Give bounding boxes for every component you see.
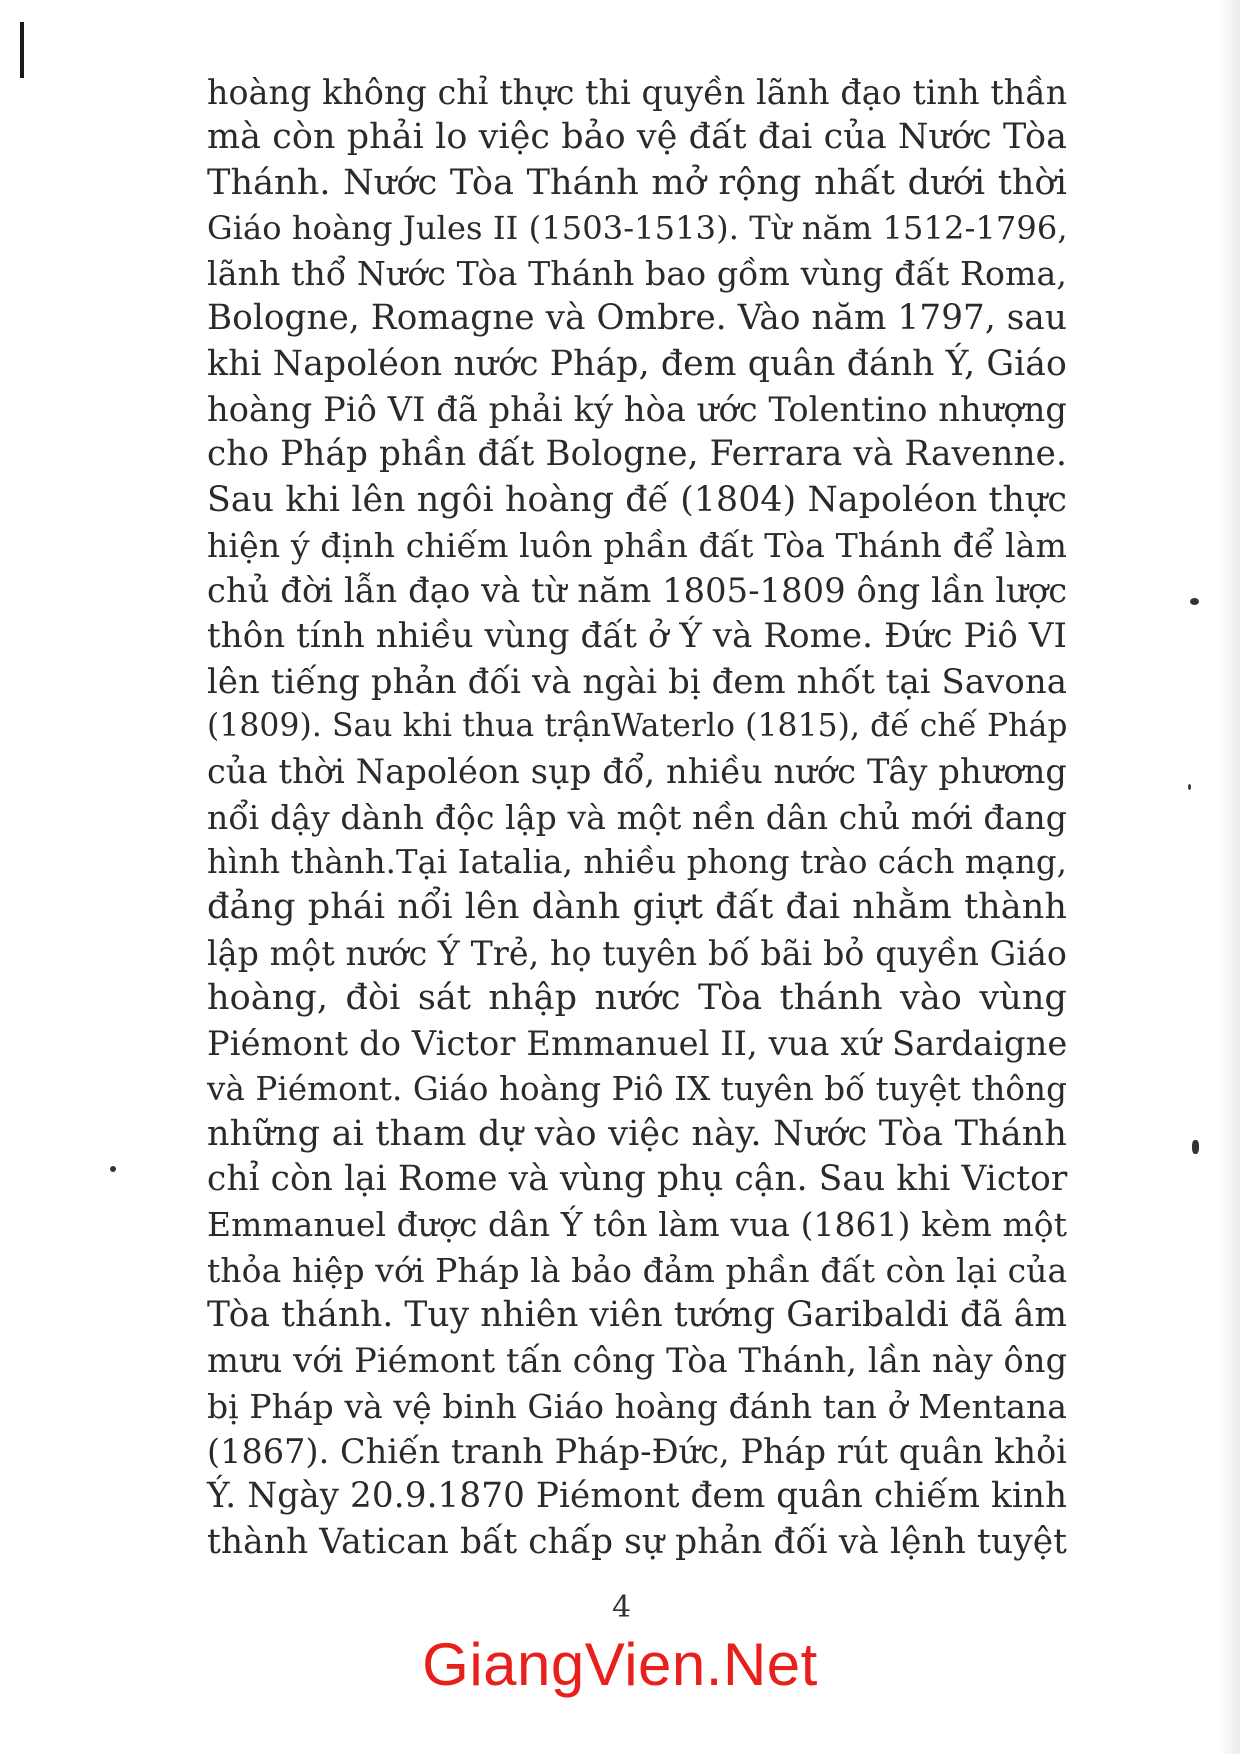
text-line: thành Vatican bất chấp sự phản đối và lệnh tuyệt	[207, 1521, 1068, 1562]
text-line: và Piémont. Giáo hoàng Piô IX tuyên bố tuyệt thông	[207, 1069, 1067, 1108]
scan-speck	[110, 1166, 116, 1172]
text-line: hoàng không chỉ thực thi quyền lãnh đạo tinh thần	[207, 73, 1068, 112]
page-edge-shadow	[1218, 0, 1240, 1754]
text-line: nổi dậy dành độc lập và một nền dân chủ mới đang	[207, 797, 1068, 837]
page-number: 4	[612, 1590, 632, 1625]
text-line: lập một nước Ý Trẻ, họ tuyên bố bãi bỏ quyền Giáo	[207, 933, 1067, 973]
text-line: Ý. Ngày 20.9.1870 Piémont đem quân chiếm kinh	[207, 1476, 1068, 1517]
text-line: lãnh thổ Nước Tòa Thánh bao gồm vùng đất Roma,	[207, 254, 1067, 294]
text-line: những ai tham dự vào việc này. Nước Tòa Thánh	[207, 1113, 1067, 1154]
text-line: (1867). Chiến tranh Pháp-Đức, Pháp rút quân khỏi	[207, 1431, 1068, 1471]
binding-edge-mark	[20, 22, 24, 78]
text-line: Bologne, Romagne và Ombre. Vào năm 1797, sau	[207, 298, 1067, 339]
scan-speck	[1192, 1140, 1199, 1154]
text-line: mưu với Piémont tấn công Tòa Thánh, lần này ông	[207, 1341, 1068, 1381]
text-line: hiện ý định chiếm luôn phần đất Tòa Thánh để làm	[207, 525, 1067, 565]
text-line: Piémont do Victor Emmanuel II, vua xứ Sardaigne	[207, 1024, 1068, 1064]
text-line: cho Pháp phần đất Bologne, Ferrara và Ravenne.	[207, 434, 1067, 475]
text-line: chỉ còn lại Rome và vùng phụ cận. Sau khi Victor	[207, 1159, 1068, 1200]
text-line: Giáo hoàng Jules II (1503-1513). Từ năm 1512-1796,	[207, 208, 1068, 247]
text-line: hình thành.Tại Iatalia, nhiều phong trào cách mạng,	[207, 843, 1067, 882]
text-line: lên tiếng phản đối và ngài bị đem nhốt tại Savona	[207, 661, 1067, 701]
text-line: hoàng, đòi sát nhập nước Tòa thánh vào vùng	[207, 977, 1067, 1018]
text-line: Sau khi lên ngôi hoàng đế (1804) Napoléon thực	[207, 479, 1067, 520]
body-text	[207, 70, 1067, 1565]
text-line: bị Pháp và vệ binh Giáo hoàng đánh tan ở Mentana	[207, 1386, 1067, 1426]
text-line: Emmanuel được dân Ý tôn làm vua (1861) kèm một	[207, 1205, 1067, 1245]
scan-speck	[1188, 784, 1191, 790]
text-line: thỏa hiệp với Pháp là bảo đảm phần đất còn lại của	[207, 1250, 1068, 1290]
text-line: mà còn phải lo việc bảo vệ đất đai của Nước Tòa	[207, 117, 1067, 158]
text-line: của thời Napoléon sụp đổ, nhiều nước Tây phương	[207, 752, 1067, 792]
watermark-text: GiangVien.Net	[422, 1631, 818, 1698]
text-line: Tòa thánh. Tuy nhiên viên tướng Garibaldi đã âm	[207, 1295, 1067, 1336]
text-line: (1809). Sau khi thua trậnWaterlo (1815), đế chế Pháp	[207, 708, 1068, 745]
text-line: đảng phái nổi lên dành giựt đất đai nhằm thành	[207, 887, 1067, 928]
text-line: khi Napoléon nước Pháp, đem quân đánh Ý, Giáo	[207, 343, 1067, 384]
text-line: Thánh. Nước Tòa Thánh mở rộng nhất dưới thời	[207, 162, 1067, 203]
scan-speck	[1190, 598, 1199, 605]
text-line: hoàng Piô VI đã phải ký hòa ước Tolentino nhượng	[207, 390, 1067, 430]
text-line: thôn tính nhiều vùng đất ở Ý và Rome. Đức Piô VI	[207, 615, 1067, 656]
text-line: chủ đời lẫn đạo và từ năm 1805-1809 ông lần lược	[207, 571, 1068, 611]
